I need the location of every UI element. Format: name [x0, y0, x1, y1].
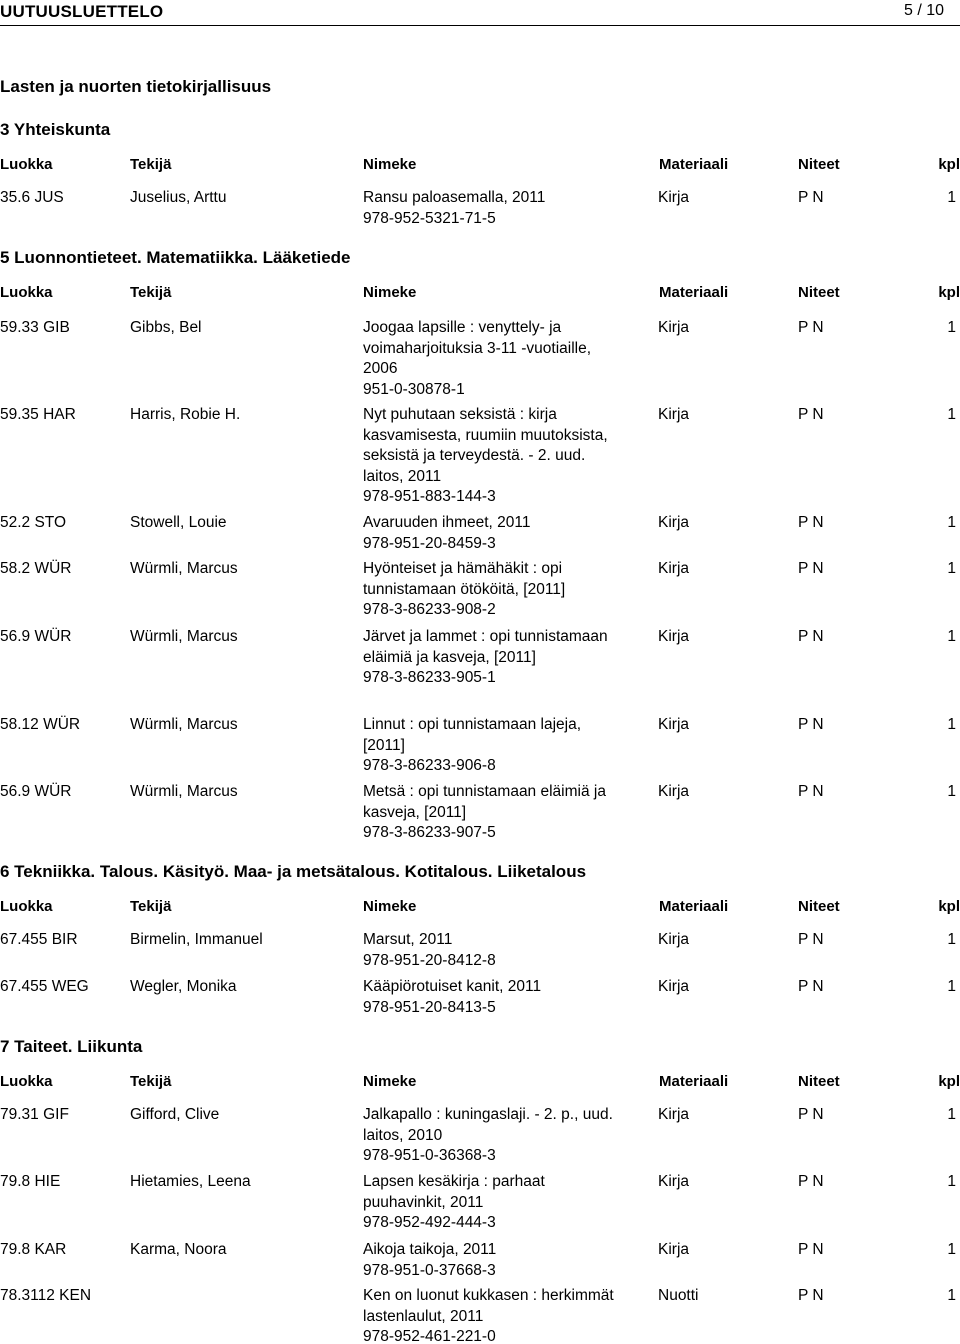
item-kpl: 1: [947, 628, 956, 645]
col-kpl: kpl: [938, 284, 960, 301]
item-author: Gibbs, Bel: [130, 319, 202, 336]
col-kpl: kpl: [938, 898, 960, 915]
item-title: Avaruuden ihmeet, 2011: [363, 514, 531, 531]
col-niteet: Niteet: [798, 284, 840, 301]
item-class: 56.9 WÜR: [0, 783, 72, 800]
item-title-block: [363, 1105, 623, 1167]
item-niteet: P N: [798, 931, 824, 948]
item-material: Kirja: [658, 931, 690, 948]
item-niteet: P N: [798, 189, 824, 206]
col-luokka: Luokka: [0, 898, 53, 915]
item-title-block: [363, 318, 623, 400]
item-class: 67.455 BIR: [0, 931, 78, 948]
item-author: Würmli, Marcus: [130, 560, 238, 577]
item-author: Würmli, Marcus: [130, 783, 238, 800]
item-isbn: 978-951-883-144-3: [363, 488, 496, 505]
col-materiaali: Materiaali: [659, 156, 729, 173]
item-isbn: 978-951-0-37668-3: [363, 1261, 496, 1279]
item-kpl: 1: [947, 514, 956, 531]
item-niteet: P N: [798, 406, 824, 423]
item-title-block: [363, 977, 623, 1018]
column-header-row: [0, 1073, 960, 1093]
item-isbn: 978-952-492-444-3: [363, 1214, 496, 1231]
item-author: Würmli, Marcus: [130, 716, 238, 733]
item-material: Kirja: [658, 514, 690, 531]
item-title-block: [363, 188, 623, 229]
item-kpl: 1: [947, 1173, 956, 1190]
item-title-block: [363, 1172, 623, 1234]
item-title: Järvet ja lammet : opi tunnistamaan eläimiä ja kasveja, [2011]: [363, 628, 608, 666]
col-luokka: Luokka: [0, 156, 53, 173]
item-niteet: P N: [798, 1287, 824, 1304]
item-isbn: 978-952-461-221-0: [363, 1328, 496, 1344]
item-material: Kirja: [658, 189, 690, 206]
item-isbn: 978-951-20-8413-5: [363, 998, 496, 1016]
item-material: Kirja: [658, 560, 690, 577]
item-title: Joogaa lapsille : venyttely- ja voimaharjoituksia 3-11 -vuotiaille, 2006: [363, 319, 592, 377]
col-kpl: kpl: [938, 156, 960, 173]
item-niteet: P N: [798, 783, 824, 800]
item-isbn: 978-3-86233-906-8: [363, 757, 496, 774]
col-niteet: Niteet: [798, 898, 840, 915]
item-title-block: [363, 627, 623, 689]
item-kpl: 1: [947, 783, 956, 800]
item-isbn: 951-0-30878-1: [363, 380, 465, 398]
item-title-block: [363, 930, 623, 971]
col-niteet: Niteet: [798, 156, 840, 173]
item-author: Gifford, Clive: [130, 1106, 220, 1123]
item-kpl: 1: [947, 978, 956, 995]
item-material: Kirja: [658, 978, 690, 995]
item-title-block: [363, 513, 623, 554]
item-niteet: P N: [798, 1241, 824, 1258]
section-heading: 5 Luonnontieteet. Matematiikka. Lääketiede: [0, 248, 351, 267]
item-kpl: 1: [947, 716, 956, 733]
item-kpl: 1: [947, 1287, 956, 1304]
item-author: Hietamies, Leena: [130, 1173, 251, 1190]
item-class: 59.33 GIB: [0, 319, 70, 336]
col-luokka: Luokka: [0, 1073, 53, 1090]
item-class: 58.12 WÜR: [0, 716, 81, 733]
item-title-block: [363, 559, 623, 621]
item-kpl: 1: [947, 189, 956, 206]
item-isbn: 978-951-20-8459-3: [363, 534, 496, 552]
item-niteet: P N: [798, 628, 824, 645]
header-divider: [0, 25, 960, 26]
item-material: Kirja: [658, 406, 690, 423]
col-nimeke: Nimeke: [363, 898, 417, 915]
col-luokka: Luokka: [0, 284, 53, 301]
page-number: 5 / 10: [903, 2, 944, 19]
item-class: 58.2 WÜR: [0, 560, 72, 577]
col-materiaali: Materiaali: [659, 284, 729, 301]
item-isbn: 978-3-86233-908-2: [363, 601, 496, 618]
column-header-row: [0, 156, 960, 176]
item-niteet: P N: [798, 514, 824, 531]
item-material: Kirja: [658, 783, 690, 800]
item-class: 67.455 WEG: [0, 978, 89, 995]
page-header: [0, 0, 960, 24]
item-title-block: [363, 715, 623, 777]
item-title: Nyt puhutaan seksistä : kirja kasvamisesta, ruumiin muutoksista, seksistä ja terveydestä. - 2. uud. laitos, 2011: [363, 406, 608, 485]
item-kpl: 1: [947, 406, 956, 423]
item-isbn: 978-3-86233-907-5: [363, 824, 496, 841]
item-kpl: 1: [947, 1241, 956, 1258]
column-header-row: [0, 898, 960, 918]
item-title-block: [363, 1240, 623, 1281]
section-heading: 7 Taiteet. Liikunta: [0, 1037, 143, 1056]
section-heading: 6 Tekniikka. Talous. Käsityö. Maa- ja metsätalous. Kotitalous. Liiketalous: [0, 862, 587, 881]
item-class: 79.8 HIE: [0, 1173, 61, 1190]
item-niteet: P N: [798, 319, 824, 336]
section-heading: 3 Yhteiskunta: [0, 120, 111, 139]
col-materiaali: Materiaali: [659, 1073, 729, 1090]
col-tekija: Tekijä: [130, 1073, 172, 1090]
item-isbn: 978-952-5321-71-5: [363, 209, 496, 227]
item-kpl: 1: [947, 1106, 956, 1123]
item-title-block: [363, 782, 623, 844]
item-title: Linnut : opi tunnistamaan lajeja, [2011]: [363, 716, 582, 754]
column-header-row: [0, 284, 960, 304]
item-class: 79.8 KAR: [0, 1241, 67, 1258]
item-title: Aikoja taikoja, 2011: [363, 1241, 497, 1258]
item-material: Kirja: [658, 1173, 690, 1190]
item-material: Kirja: [658, 1241, 690, 1258]
item-isbn: 978-951-20-8412-8: [363, 951, 496, 969]
item-niteet: P N: [798, 978, 824, 995]
item-kpl: 1: [947, 560, 956, 577]
item-title: Lapsen kesäkirja : parhaat puuhavinkit, 2011: [363, 1173, 545, 1211]
item-author: Birmelin, Immanuel: [130, 931, 263, 948]
item-author: Harris, Robie H.: [130, 406, 241, 423]
col-nimeke: Nimeke: [363, 156, 417, 173]
col-nimeke: Nimeke: [363, 1073, 417, 1090]
item-title: Hyönteiset ja hämähäkit : opi tunnistamaan ötököitä, [2011]: [363, 560, 566, 598]
col-tekija: Tekijä: [130, 898, 172, 915]
collection-heading: Lasten ja nuorten tietokirjallisuus: [0, 77, 272, 96]
item-title: Marsut, 2011: [363, 931, 453, 948]
item-title-block: [363, 405, 623, 508]
item-niteet: P N: [798, 716, 824, 733]
item-author: Stowell, Louie: [130, 514, 227, 531]
document-title: UUTUUSLUETTELO: [0, 2, 164, 21]
item-isbn: 978-3-86233-905-1: [363, 669, 496, 686]
item-material: Kirja: [658, 716, 690, 733]
item-class: 59.35 HAR: [0, 406, 76, 423]
item-class: 56.9 WÜR: [0, 628, 72, 645]
col-tekija: Tekijä: [130, 156, 172, 173]
col-kpl: kpl: [938, 1073, 960, 1090]
item-class: 35.6 JUS: [0, 189, 64, 206]
item-material: Kirja: [658, 1106, 690, 1123]
item-kpl: 1: [947, 319, 956, 336]
item-niteet: P N: [798, 1173, 824, 1190]
item-isbn: 978-951-0-36368-3: [363, 1147, 496, 1164]
item-title: Metsä : opi tunnistamaan eläimiä ja kasveja, [2011]: [363, 783, 606, 821]
item-class: 52.2 STO: [0, 514, 67, 531]
item-title: Kääpiörotuiset kanit, 2011: [363, 978, 542, 995]
item-title: Jalkapallo : kuningaslaji. - 2. p., uud. laitos, 2010: [363, 1106, 613, 1144]
item-class: 78.3112 KEN: [0, 1287, 92, 1304]
item-class: 79.31 GIF: [0, 1106, 69, 1123]
list-item: [0, 1286, 960, 1344]
item-niteet: P N: [798, 1106, 824, 1123]
col-nimeke: Nimeke: [363, 284, 417, 301]
item-title: Ransu paloasemalla, 2011: [363, 189, 546, 206]
item-author: Wegler, Monika: [130, 978, 237, 995]
col-tekija: Tekijä: [130, 284, 172, 301]
item-material: Kirja: [658, 628, 690, 645]
item-material: Kirja: [658, 319, 690, 336]
item-author: Karma, Noora: [130, 1241, 227, 1258]
col-materiaali: Materiaali: [659, 898, 729, 915]
item-kpl: 1: [947, 931, 956, 948]
item-niteet: P N: [798, 560, 824, 577]
item-material: Nuotti: [658, 1287, 699, 1304]
item-author: Würmli, Marcus: [130, 628, 238, 645]
item-title-block: [363, 1286, 623, 1344]
item-title: Ken on luonut kukkasen : herkimmät lastenlaulut, 2011: [363, 1287, 614, 1325]
item-author: Juselius, Arttu: [130, 189, 227, 206]
col-niteet: Niteet: [798, 1073, 840, 1090]
